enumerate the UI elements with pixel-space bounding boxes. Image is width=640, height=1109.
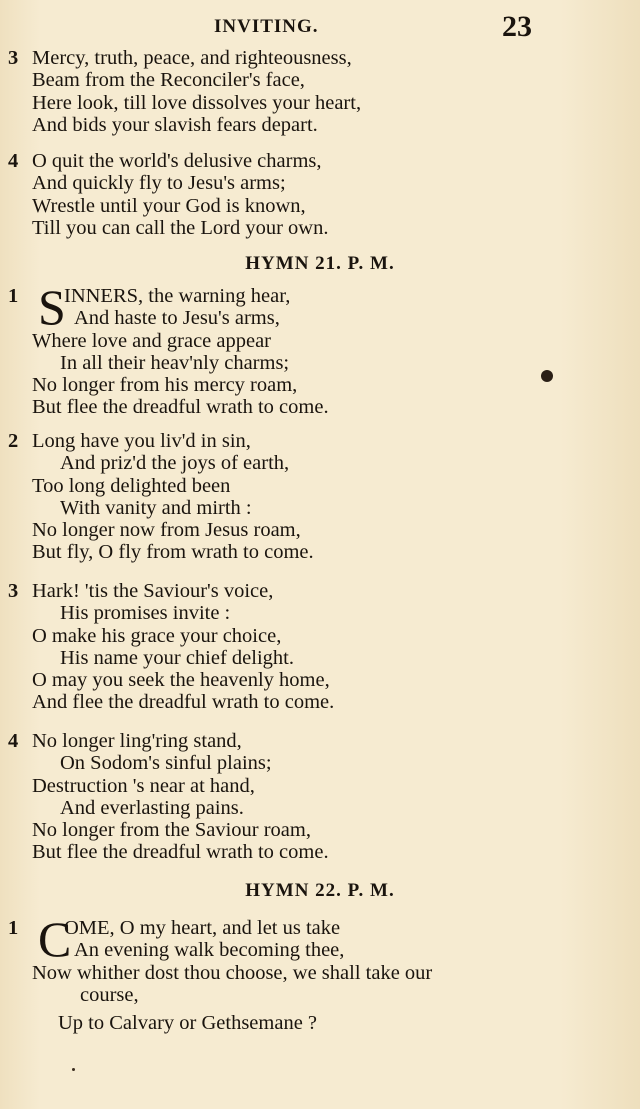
stanza-number: 3: [8, 47, 19, 69]
stanza-line: And bids your slavish fears depart.: [32, 113, 318, 136]
stanza-line: With vanity and mirth :: [60, 496, 252, 519]
stanza-4-top: [8, 150, 628, 239]
stanza-line: Where love and grace appear: [32, 329, 272, 352]
stanza-line: Too long delighted been: [32, 474, 231, 497]
running-title: INVITING.: [214, 16, 319, 37]
stanza-line: Up to Calvary or Gethsemane ?: [58, 1012, 318, 1035]
stanza-line: 2 Long have you liv'd in sin,: [8, 430, 251, 452]
stanza-line: But fly, O fly from wrath to come.: [32, 541, 314, 564]
stanza-number: 1: [8, 285, 19, 307]
stanza-line: 3 Mercy, truth, peace, and righteousness,: [8, 47, 352, 69]
stanza-line: In all their heav'nly charms;: [60, 351, 290, 374]
stanza-line: 1 OME, O my heart, and let us take: [8, 917, 341, 939]
stanza-number: 2: [8, 430, 19, 452]
stanza-line: And haste to Jesu's arms,: [74, 307, 280, 330]
stanza-line: An evening walk becoming thee,: [74, 939, 345, 962]
stanza-3-top: [8, 47, 628, 136]
stanza-line: No longer from the Saviour roam,: [32, 819, 311, 842]
page-number: 23: [502, 10, 532, 43]
hymn-22-heading: HYMN 22. P. M.: [245, 880, 395, 901]
hymn-21-stanza-3: [8, 580, 628, 714]
hymn-21-heading: HYMN 21. P. M.: [245, 253, 395, 274]
ink-blot: [541, 370, 553, 382]
stanza-line: O may you seek the heavenly home,: [32, 669, 330, 692]
running-head: [0, 12, 640, 42]
stanza-line: 3 Hark! 'tis the Saviour's voice,: [8, 580, 274, 602]
stanza-line: But flee the dreadful wrath to come.: [32, 396, 329, 419]
stanza-line: And priz'd the joys of earth,: [60, 452, 290, 475]
drop-cap: S: [38, 279, 66, 335]
stanza-line: 4 No longer ling'ring stand,: [8, 730, 242, 752]
hymn-21-stanza-4: [8, 730, 628, 864]
hymn-21-stanza-2: [8, 430, 628, 564]
stanza-line: No longer now from Jesus roam,: [32, 519, 301, 542]
stanza-line: No longer from his mercy roam,: [32, 374, 298, 397]
stanza-line: On Sodom's sinful plains;: [60, 752, 272, 775]
stanza-line: Till you can call the Lord your own.: [32, 216, 329, 239]
hymn-22-stanza-1: [8, 911, 628, 1035]
stanza-line: His name your chief delight.: [60, 646, 294, 669]
stanza-line: And flee the dreadful wrath to come.: [32, 691, 335, 714]
stanza-number: 4: [8, 730, 19, 752]
stanza-line: course,: [80, 983, 139, 1006]
stanza-number: 4: [8, 150, 19, 172]
stanza-line: Destruction 's near at hand,: [32, 774, 255, 797]
stanza-line: And quickly fly to Jesu's arms;: [32, 172, 286, 195]
hymn-21-stanza-1: [8, 279, 628, 419]
stanza-line: His promises invite :: [60, 602, 231, 625]
stanza-number: 1: [8, 917, 19, 939]
stanza-line: Now whither dost thou choose, we shall take our: [32, 961, 433, 984]
stanza-line: 1 INNERS, the warning hear,: [8, 285, 291, 307]
stanza-number: 3: [8, 580, 19, 602]
ink-speck: [72, 1068, 75, 1071]
stanza-line: Here look, till love dissolves your heart,: [32, 91, 362, 114]
stanza-line: Wrestle until your God is known,: [32, 194, 306, 217]
stanza-line: And everlasting pains.: [60, 796, 244, 819]
stanza-line: Beam from the Reconciler's face,: [32, 69, 305, 92]
drop-cap: C: [38, 911, 72, 967]
stanza-line: But flee the dreadful wrath to come.: [32, 841, 329, 864]
stanza-line: 4 O quit the world's delusive charms,: [8, 150, 322, 172]
stanza-line: O make his grace your choice,: [32, 624, 282, 647]
